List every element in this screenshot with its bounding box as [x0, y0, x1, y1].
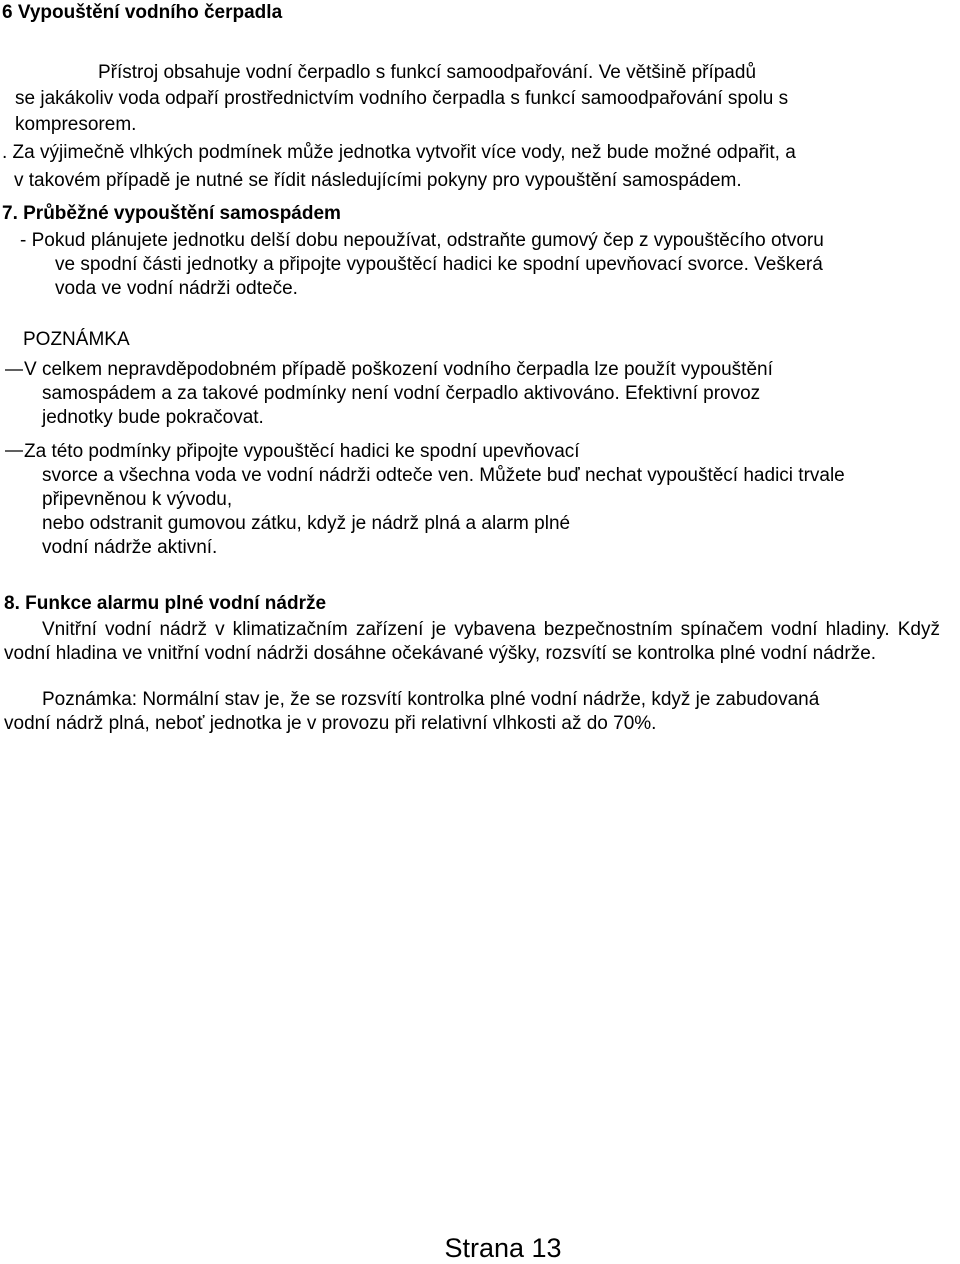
note-2-line-4: nebo odstranit gumovou zátku, když je nádrž plná a alarm plné	[42, 513, 571, 534]
section-6-heading: 6 Vypouštění vodního čerpadla	[2, 2, 283, 23]
dash-bullet-icon	[5, 450, 23, 454]
section-8-paragraph-2-line-1: Poznámka: Normální stav je, že se rozsvítí kontrolka plné vodní nádrže, když je zabudovaná	[42, 689, 820, 710]
section-6-paragraph-1-line-2: se jakákoliv voda odpaří prostřednictvím vodního čerpadla s funkcí samoodpařování spolu s	[15, 88, 789, 109]
section-6-paragraph-1-line-3: kompresorem.	[15, 114, 137, 135]
section-6-paragraph-1-line-1: Přístroj obsahuje vodní čerpadlo s funkcí samoodpařování. Ve většině případů	[98, 62, 757, 83]
section-8-heading: 8. Funkce alarmu plné vodní nádrže	[4, 593, 327, 614]
dash-bullet-icon	[5, 369, 23, 373]
note-2-line-5: vodní nádrže aktivní.	[42, 537, 218, 558]
note-label: POZNÁMKA	[23, 329, 130, 350]
note-1-line-1: V celkem nepravděpodobném případě poškození vodního čerpadla lze použít vypouštění	[24, 359, 773, 380]
note-2-line-2: svorce a všechna voda ve vodní nádrži odteče ven. Můžete buď nechat vypouštěcí hadici trvale	[42, 465, 845, 486]
section-7-item-line-1: - Pokud plánujete jednotku delší dobu nepoužívat, odstraňte gumový čep z vypouštěcího otvoru	[20, 230, 824, 251]
note-1-line-3: jednotky bude pokračovat.	[42, 407, 264, 428]
note-1-line-2: samospádem a za takové podmínky není vodní čerpadlo aktivováno. Efektivní provoz	[42, 383, 761, 404]
section-6-paragraph-2-line-2: v takovém případě je nutné se řídit následujícími pokyny pro vypouštění samospádem.	[14, 170, 742, 191]
page-number: Strana 13	[444, 1233, 562, 1263]
section-7-heading: 7. Průběžné vypouštění samospádem	[2, 203, 341, 224]
section-8-paragraph-1: Vnitřní vodní nádrž v klimatizačním zařízení je vybavena bezpečnostním spínačem vodní hladiny. Když vodní hladina ve vnitřní vodní nádrži dosáhne očekávané výšky, rozsvítí se kontrolka plné vodní nádrže.	[4, 619, 940, 664]
section-8-paragraph-2-line-2: vodní nádrž plná, neboť jednotka je v provozu při relativní vlhkosti až do 70%.	[4, 713, 657, 734]
section-6-paragraph-2-line-1: . Za výjimečně vlhkých podmínek může jednotka vytvořit více vody, než bude možné odpařit, a	[2, 142, 796, 163]
note-2-line-3: připevněnou k vývodu,	[42, 489, 233, 510]
note-2-line-1: Za této podmínky připojte vypouštěcí hadici ke spodní upevňovací	[24, 441, 580, 462]
section-7-item-line-3: voda ve vodní nádrži odteče.	[55, 278, 298, 299]
section-7-item-line-2: ve spodní části jednotky a připojte vypouštěcí hadici ke spodní upevňovací svorce. Veškerá	[55, 254, 823, 275]
